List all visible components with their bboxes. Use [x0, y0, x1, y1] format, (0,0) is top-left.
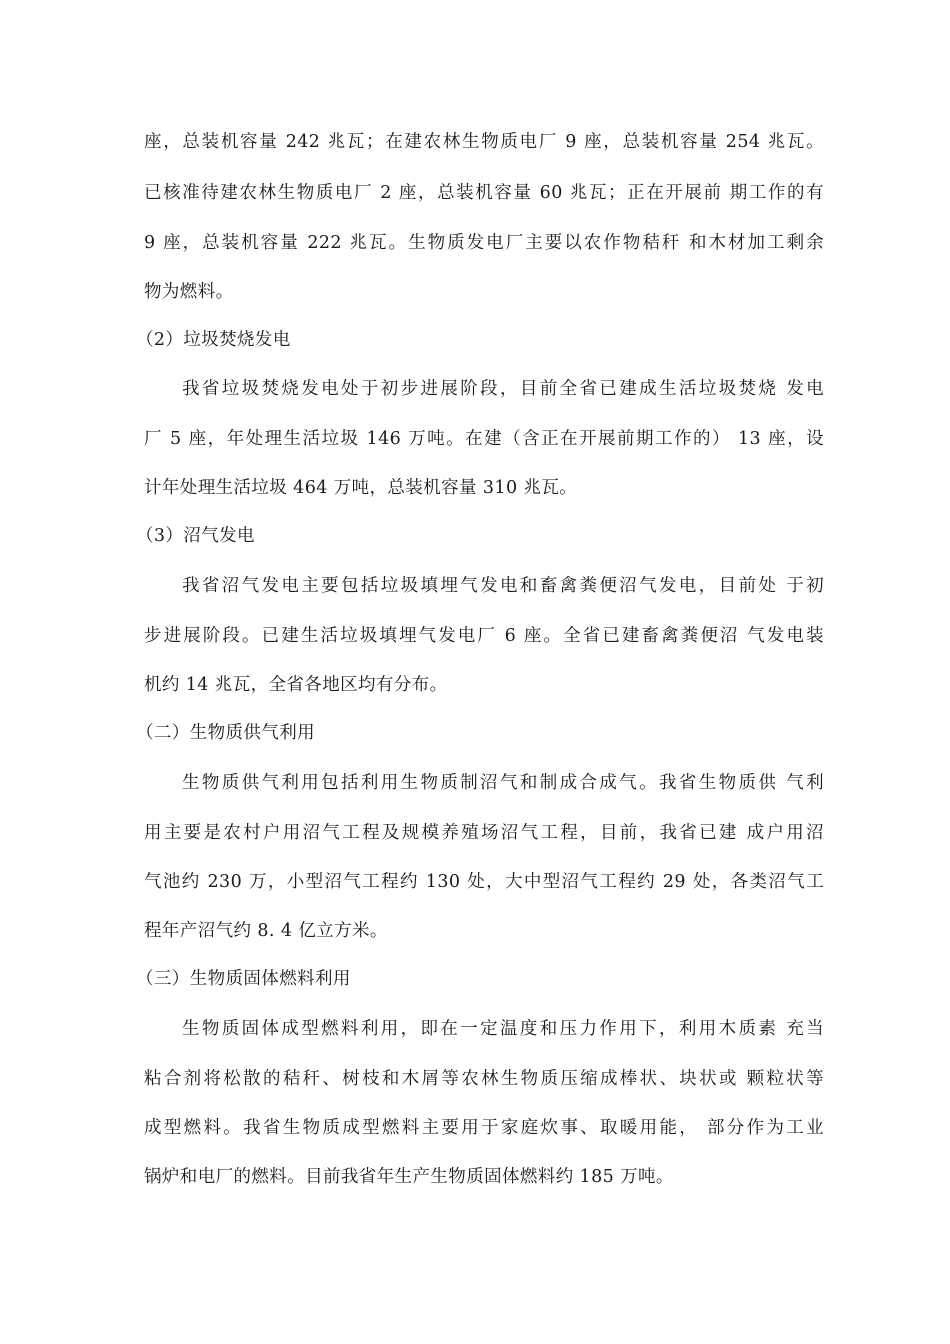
paragraph-line: 步进展阶段。已建生活垃圾填埋气发电厂 6 座。全省已建畜禽粪便沼 气发电装 — [144, 626, 824, 646]
paragraph-line: 锅炉和电厂的燃料。目前我省年生产生物质固体燃料约 185 万吨。 — [144, 1167, 674, 1187]
section-heading: （三）生物质固体燃料利用 — [136, 969, 351, 989]
paragraph-line: 用主要是农村户用沼气工程及规模养殖场沼气工程，目前，我省已建 成户用沼 — [144, 823, 824, 843]
paragraph-line: 我省沼气发电主要包括垃圾填埋气发电和畜禽粪便沼气发电，目前处 于初 — [182, 576, 824, 596]
paragraph-line: 厂 5 座，年处理生活垃圾 146 万吨。在建（含正在开展前期工作的） 13 座，设 — [144, 429, 824, 449]
paragraph-line: 气池约 230 万，小型沼气工程约 130 处，大中型沼气工程约 29 处，各类沼气工 — [144, 872, 824, 892]
paragraph-line: 生物质固体成型燃料利用，即在一定温度和压力作用下，利用木质素 充当 — [182, 1019, 824, 1039]
paragraph-line: 成型燃料。我省生物质成型燃料主要用于家庭炊事、取暖用能， 部分作为工业 — [144, 1118, 824, 1138]
paragraph-line: 已核准待建农林生物质电厂 2 座，总装机容量 60 兆瓦；正在开展前 期工作的有 — [144, 183, 824, 203]
paragraph-line: 9 座，总装机容量 222 兆瓦。生物质发电厂主要以农作物秸秆 和木材加工剩余 — [144, 233, 824, 253]
paragraph-line: 程年产沼气约 8. 4 亿立方米。 — [144, 921, 388, 941]
section-heading: （2）垃圾焚烧发电 — [136, 330, 291, 350]
paragraph-line: 粘合剂将松散的秸秆、树枝和木屑等农林生物质压缩成棒状、块状或 颗粒状等 — [144, 1069, 824, 1089]
paragraph-line: 座，总装机容量 242 兆瓦；在建农林生物质电厂 9 座，总装机容量 254 兆瓦。 — [144, 132, 824, 152]
paragraph-line: 物为燃料。 — [144, 282, 234, 302]
paragraph-line: 计年处理生活垃圾 464 万吨，总装机容量 310 兆瓦。 — [144, 478, 578, 498]
paragraph-line: 我省垃圾焚烧发电处于初步进展阶段，目前全省已建成生活垃圾焚烧 发电 — [182, 379, 824, 399]
section-heading: （二）生物质供气利用 — [136, 723, 315, 743]
paragraph-line: 生物质供气利用包括利用生物质制沼气和制成合成气。我省生物质供 气利 — [182, 773, 824, 793]
paragraph-line: 机约 14 兆瓦，全省各地区均有分布。 — [144, 675, 448, 695]
section-heading: （3）沼气发电 — [136, 526, 255, 546]
